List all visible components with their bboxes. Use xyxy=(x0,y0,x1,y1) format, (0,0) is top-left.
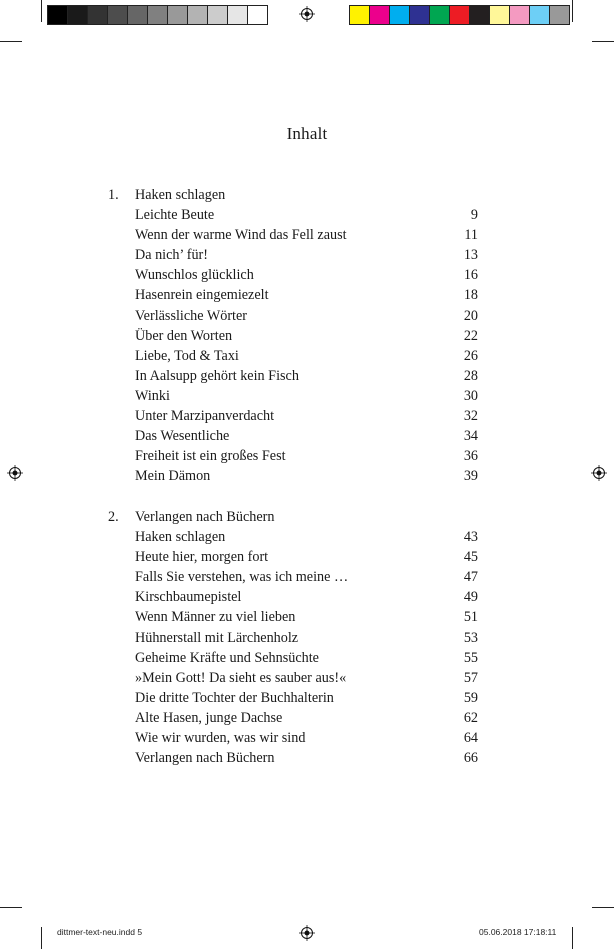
toc-entry-page: 39 xyxy=(463,468,478,485)
toc-entry xyxy=(108,728,478,748)
toc-section-heading xyxy=(108,185,478,205)
toc-entry xyxy=(108,547,478,567)
calibration-swatch xyxy=(187,5,208,25)
calibration-swatch xyxy=(147,5,168,25)
toc-entry xyxy=(108,386,478,406)
toc-entry-title: Falls Sie verstehen, was ich meine … xyxy=(135,569,349,586)
toc-entry-title: Hasenrein eingemiezelt xyxy=(135,287,269,304)
toc-entry-title: »Mein Gott! Da sieht es sauber aus!« xyxy=(135,669,347,686)
toc-entry-title: Mein Dämon xyxy=(135,468,211,485)
toc-entry-page: 18 xyxy=(463,287,478,304)
calibration-swatch xyxy=(549,5,570,25)
toc-entry-title: Unter Marzipanverdacht xyxy=(135,408,275,425)
calibration-swatch xyxy=(389,5,410,25)
toc-entry-title: Winki xyxy=(135,387,170,404)
toc-entry-page: 47 xyxy=(463,569,478,586)
toc-entry xyxy=(108,688,478,708)
toc-entry-title: Verlässliche Wörter xyxy=(135,307,248,324)
crop-mark xyxy=(41,0,42,22)
toc-entry-page: 43 xyxy=(463,529,478,546)
toc-entry-page: 62 xyxy=(463,709,478,726)
toc-entry xyxy=(108,628,478,648)
toc-entry-page: 20 xyxy=(463,307,478,324)
calibration-swatch xyxy=(449,5,470,25)
toc-entry-title: Wenn Männer zu viel lieben xyxy=(135,609,296,626)
toc-entry xyxy=(108,426,478,446)
crop-mark xyxy=(0,41,22,42)
toc-entry xyxy=(108,245,478,265)
toc-entry xyxy=(108,466,478,486)
toc-entry-page: 59 xyxy=(463,689,478,706)
toc-entry-title: Kirschbaumepistel xyxy=(135,589,242,606)
slug-filename: dittmer-text-neu.indd 5 xyxy=(57,927,143,937)
toc-entry xyxy=(108,446,478,466)
toc-entry-title: Hühnerstall mit Lärchenholz xyxy=(135,629,299,646)
toc-entry-title: Wie wir wurden, was wir sind xyxy=(135,730,306,747)
toc-entry xyxy=(108,265,478,285)
toc-entry-page: 45 xyxy=(463,549,478,566)
calibration-swatch xyxy=(167,5,188,25)
toc-entry xyxy=(108,648,478,668)
calibration-swatch xyxy=(409,5,430,25)
calibration-swatch xyxy=(489,5,510,25)
calibration-swatch xyxy=(127,5,148,25)
toc-entry-page: 66 xyxy=(463,750,478,767)
toc-entry xyxy=(108,205,478,225)
crop-mark xyxy=(572,927,573,949)
toc-entry xyxy=(108,225,478,245)
grayscale-calibration-strip xyxy=(47,5,267,25)
slug-timestamp: 05.06.2018 17:18:11 xyxy=(479,927,557,937)
toc-section xyxy=(108,507,478,768)
calibration-swatch xyxy=(529,5,550,25)
calibration-swatch xyxy=(207,5,228,25)
toc-entry xyxy=(108,567,478,587)
page-title: Inhalt xyxy=(286,124,328,143)
crop-mark xyxy=(572,0,573,22)
toc-entry-page: 36 xyxy=(463,448,478,465)
color-calibration-strip xyxy=(349,5,569,25)
crop-mark xyxy=(41,927,42,949)
toc-entry-page: 26 xyxy=(463,347,478,364)
calibration-swatch xyxy=(67,5,88,25)
crop-mark xyxy=(592,907,614,908)
toc-entry-title: Haken schlagen xyxy=(135,529,226,546)
toc-section xyxy=(108,185,478,486)
toc-entry-page: 32 xyxy=(463,408,478,425)
toc-entry xyxy=(108,587,478,607)
calibration-swatch xyxy=(227,5,248,25)
toc-entry-page: 13 xyxy=(463,247,478,264)
section-number: 2. xyxy=(108,509,119,525)
calibration-swatch xyxy=(349,5,370,25)
crop-mark xyxy=(592,41,614,42)
toc-entry-title: Liebe, Tod & Taxi xyxy=(135,347,239,364)
registration-target-icon xyxy=(299,925,315,941)
toc-entry xyxy=(108,527,478,547)
toc-entry-page: 55 xyxy=(463,649,478,666)
toc-section-heading xyxy=(108,507,478,527)
toc-entry xyxy=(108,285,478,305)
toc-entry-title: Heute hier, morgen fort xyxy=(135,549,269,566)
toc-entry xyxy=(108,708,478,728)
toc-entry-title: Da nich’ für! xyxy=(135,247,209,264)
toc-entry xyxy=(108,668,478,688)
crop-mark xyxy=(0,907,22,908)
toc-entry-page: 64 xyxy=(463,730,478,747)
toc-entry-page: 49 xyxy=(463,589,478,606)
toc-entry-page: 22 xyxy=(463,327,478,344)
toc-entry xyxy=(108,748,478,768)
toc-entry-page: 30 xyxy=(463,387,478,404)
registration-target-icon xyxy=(591,465,607,481)
toc-entry-title: Verlangen nach Büchern xyxy=(135,750,275,767)
toc-entry xyxy=(108,607,478,627)
toc-entry-page: 34 xyxy=(463,428,478,445)
calibration-swatch xyxy=(429,5,450,25)
toc-entry-title: Wunschlos glücklich xyxy=(135,267,254,284)
section-title: Verlangen nach Büchern xyxy=(135,509,275,525)
toc-entry-title: Die dritte Tochter der Buchhalterin xyxy=(135,689,334,706)
registration-target-icon xyxy=(7,465,23,481)
calibration-swatch xyxy=(107,5,128,25)
toc-entry xyxy=(108,306,478,326)
calibration-swatch xyxy=(509,5,530,25)
calibration-swatch xyxy=(87,5,108,25)
calibration-swatch xyxy=(47,5,68,25)
toc-entry-title: Freiheit ist ein großes Fest xyxy=(135,448,286,465)
toc-entry-page: 51 xyxy=(463,609,478,626)
registration-target-icon xyxy=(299,6,315,22)
toc-entry xyxy=(108,326,478,346)
toc-entry xyxy=(108,366,478,386)
calibration-swatch xyxy=(369,5,390,25)
calibration-swatch xyxy=(247,5,268,25)
toc-entry-page: 9 xyxy=(470,207,478,224)
toc-entry-title: Alte Hasen, junge Dachse xyxy=(135,709,283,726)
section-title: Haken schlagen xyxy=(135,187,226,203)
toc-entry xyxy=(108,406,478,426)
toc-entry-title: In Aalsupp gehört kein Fisch xyxy=(135,367,299,384)
toc-entry-page: 16 xyxy=(463,267,478,284)
calibration-swatch xyxy=(469,5,490,25)
toc-entry-page: 11 xyxy=(464,227,478,244)
toc-entry-title: Das Wesentliche xyxy=(135,428,230,445)
toc-entry-page: 57 xyxy=(463,669,478,686)
toc-entry-page: 53 xyxy=(463,629,478,646)
toc-entry-title: Leichte Beute xyxy=(135,207,215,224)
toc-entry-title: Wenn der warme Wind das Fell zaust xyxy=(135,227,347,244)
toc-entry-page: 28 xyxy=(463,367,478,384)
toc-entry xyxy=(108,346,478,366)
toc-entry-title: Geheime Kräfte und Sehnsüchte xyxy=(135,649,319,666)
toc-entry-title: Über den Worten xyxy=(135,327,233,344)
section-number: 1. xyxy=(108,187,119,203)
